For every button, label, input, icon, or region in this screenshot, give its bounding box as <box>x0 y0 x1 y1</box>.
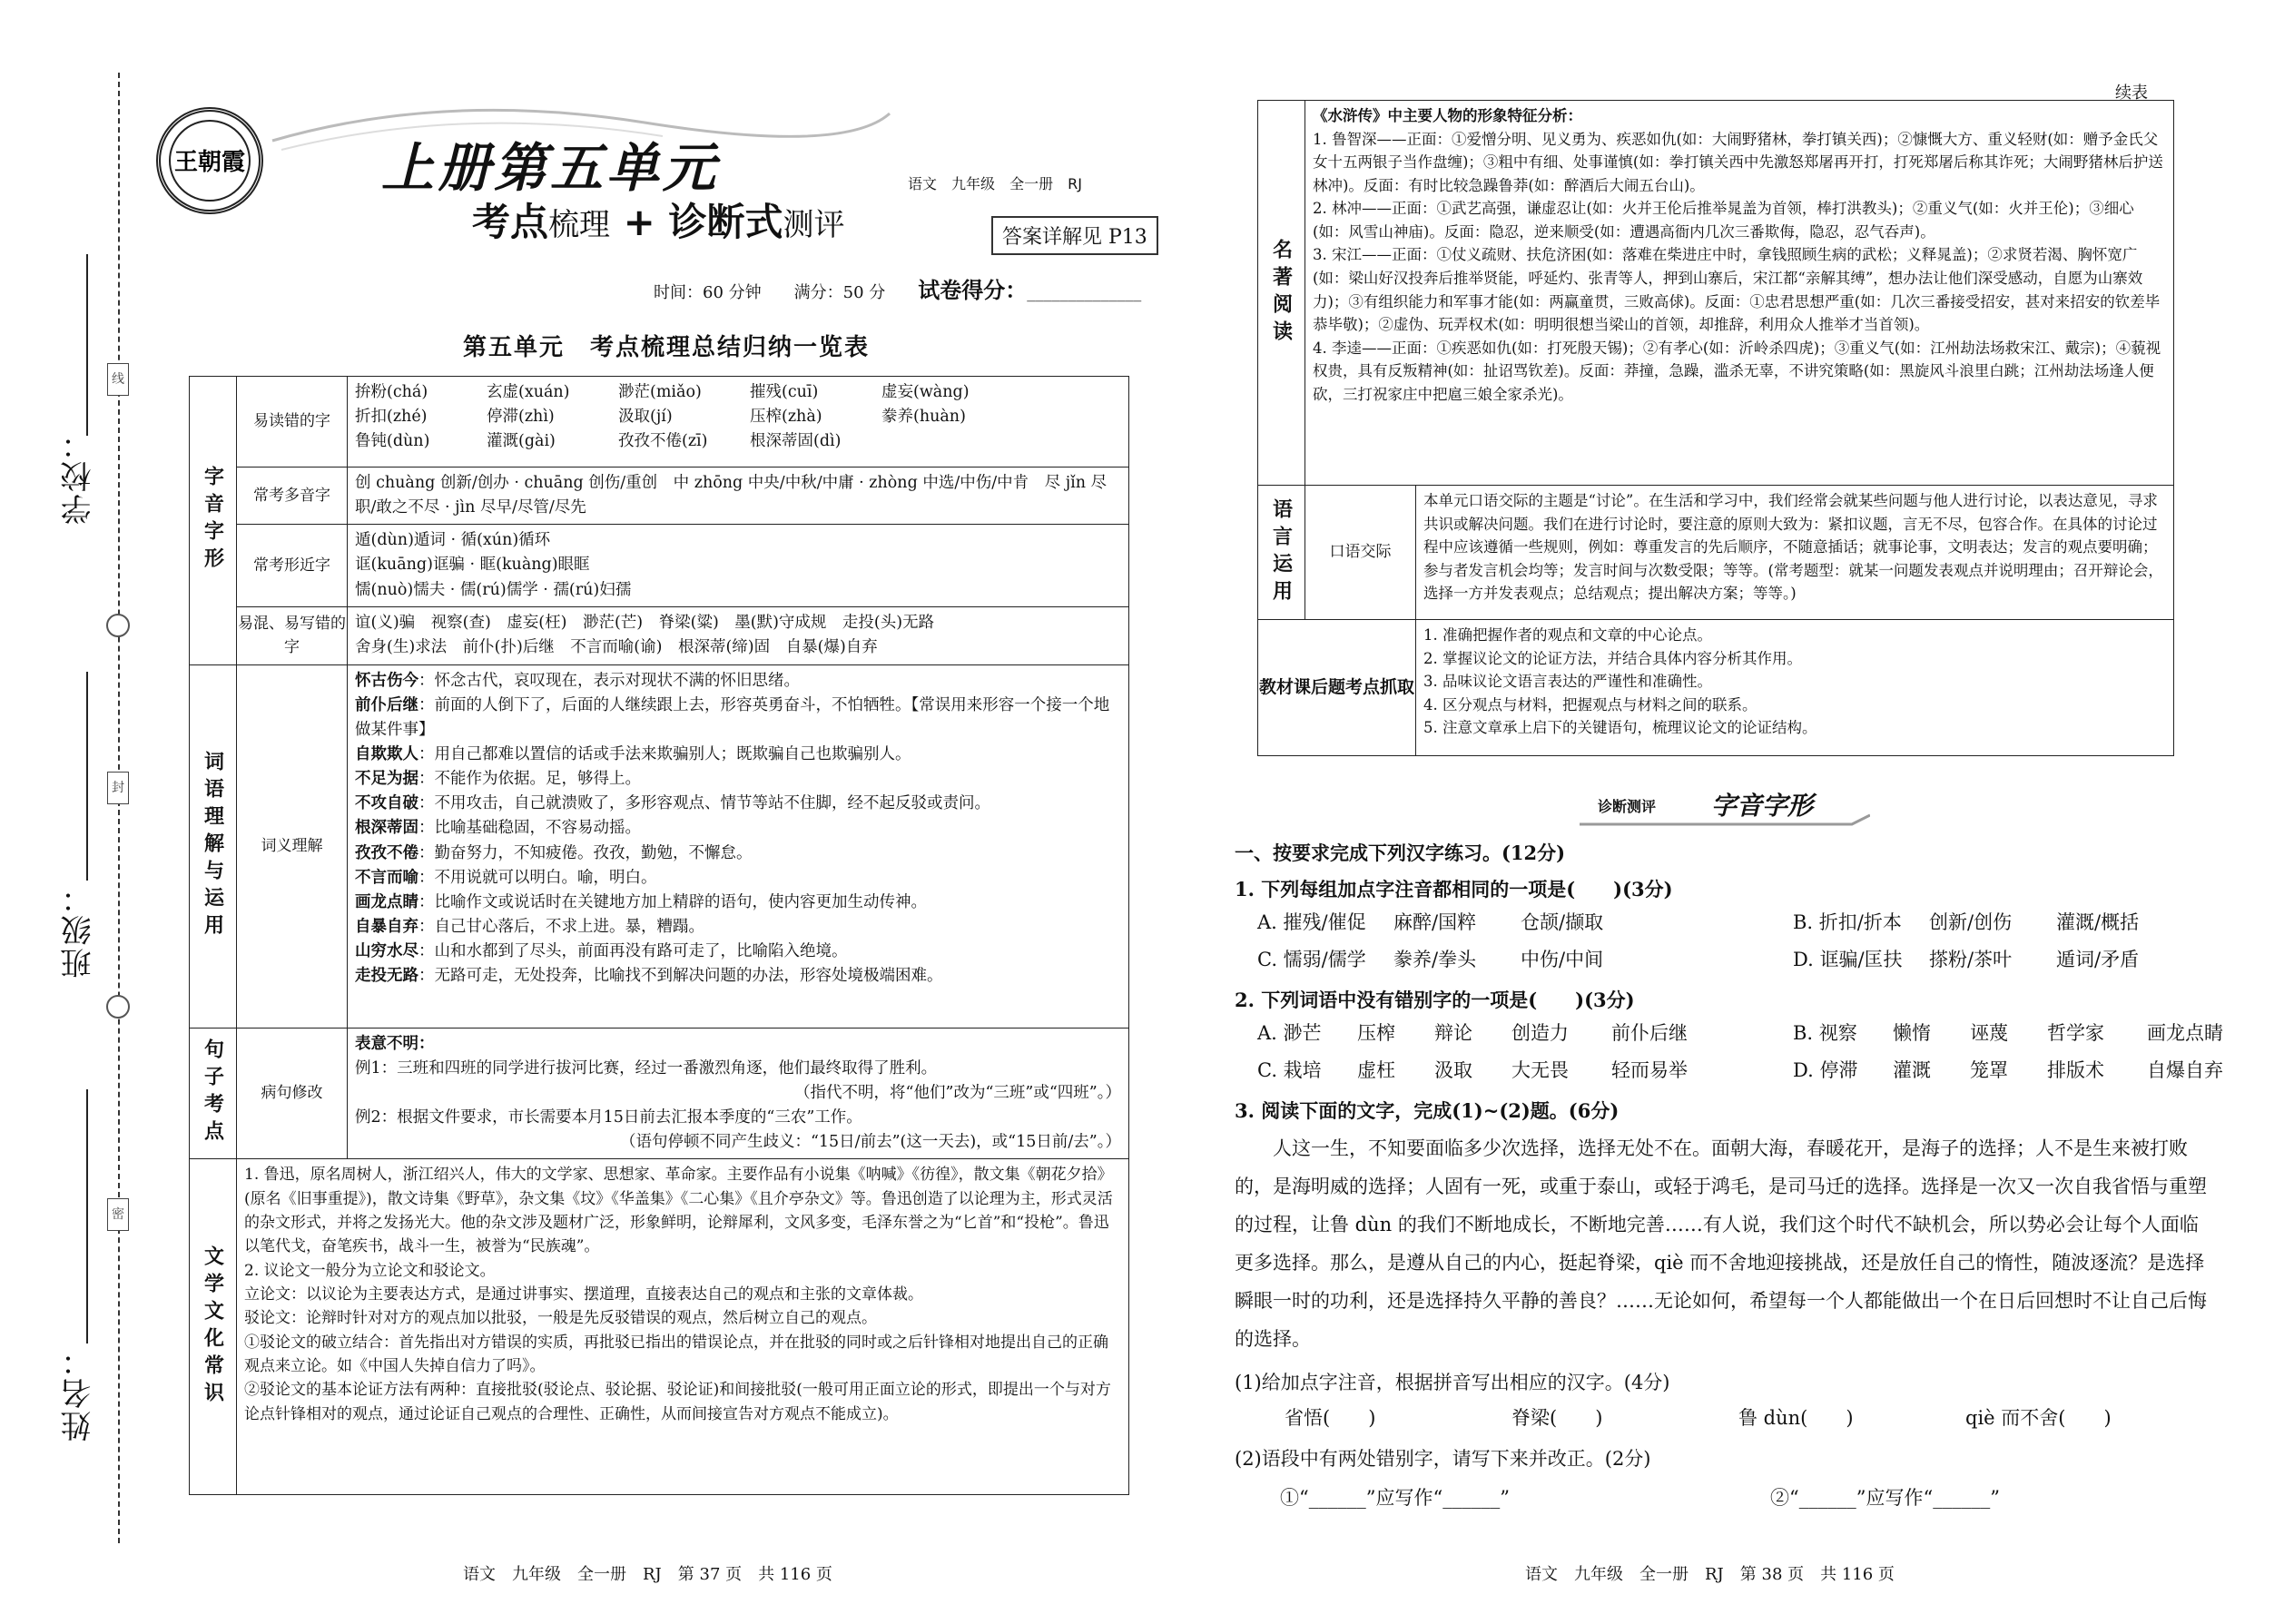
section-title: 第五单元 考点梳理总结归纳一览表 <box>463 334 871 361</box>
option-item[interactable]: 哲学家 <box>2047 1022 2104 1044</box>
option-item[interactable]: 自爆自弃 <box>2147 1059 2223 1081</box>
option-item[interactable]: 汲取 <box>1434 1059 1472 1081</box>
word-entry: 根深蒂固：比喻基础稳固，不容易动摇。 <box>355 819 641 838</box>
word-entry: 不足为据：不能作为依据。足，够得上。 <box>355 770 641 789</box>
sentence-correction: 表意不明： 例1：三班和四班的同学进行拔河比赛，经过一番激烈角逐，他们最终取得了胜利。 （指代不明，将“他们”改为“三班”或“四班”。） 例2：根据文件要求，市长需要本月15日前去汇报本季度的“三农”工作。 （语句停顿不同产生歧义：“15日/前去”(这一天去)，或“15日前/去”。） <box>348 1028 1129 1159</box>
option-item[interactable]: 中伤/中间 <box>1521 949 1604 970</box>
option-item[interactable]: 笼罩 <box>1970 1059 2008 1081</box>
group-vocabulary: 词语理解与运用 <box>190 664 237 1028</box>
group-language: 语言运用 <box>1258 486 1305 620</box>
question-3: 3. 阅读下面的文字，完成(1)~(2)题。(6分) <box>1235 1099 1620 1122</box>
page-footer-right: 语文 九年级 全一册 RJ 第 38 页 共 116 页 <box>1525 1565 1895 1584</box>
oral-communication: 本单元口语交际的主题是“讨论”。在生活和学习中，我们经常会就某些问题与他人进行讨论，以表达意见，寻求共识或解决问题。我们在进行讨论时，要注意的原则大致为：紧扣议题，言无不尽，包容合作。在具体的讨论过程中应该遵循一些规则，例如：尊重发言的先后顺序，不随意插话；就事论事，文明表达；发言的观点要明确；参与者发言机会均等；发言时间与次数受限；等等。(常考题型：就某一问题发表观点并说明理由；召开辩论会，选择一方并发表观点；总结观点；提出解决方案；等等。) <box>1416 486 2174 620</box>
group-sentence: 句子考点 <box>190 1028 237 1159</box>
similar-chars: 遁(dùn)遁词 · 循(xún)循环 诓(kuāng)诓骗 · 眶(kuàng)眼眶 懦(nuò)懦夫 · 儒(rú)儒学 · 孺(rú)妇孺 <box>348 525 1129 606</box>
easy-misread-chars: 拚粉(chá) 玄虚(xuán) 渺茫(miǎo) 摧残(cuī) 虚妄(wàng)折扣(zhé) 停滞(zhì) 汲取(jí) 压榨(zhà) 豢养(huàn)鲁钝(dùn) 灌溉(gài) 孜孜不倦(zī) 根深蒂固(dì) <box>348 377 1129 468</box>
part-1-heading: 一、按要求完成下列汉字练习。(12分) <box>1235 842 1566 864</box>
group-literature: 文学文化常识 <box>190 1159 237 1495</box>
option-item[interactable]: 创造力 <box>1511 1022 1569 1044</box>
exam-meta: 时间：60 分钟 满分：50 分 试卷得分：______________ <box>654 277 1142 303</box>
subtitle: 考点梳理 + 诊断式测评 <box>472 200 845 244</box>
option-item[interactable]: D. 停滞 <box>1793 1059 1858 1081</box>
summary-table-continued <box>1257 100 2174 756</box>
option-item[interactable]: C. 栽培 <box>1257 1059 1322 1081</box>
option-item[interactable]: 压榨 <box>1357 1022 1395 1044</box>
brand-logo <box>156 107 263 214</box>
option-item[interactable]: 画龙点睛 <box>2147 1022 2223 1044</box>
binding-strip <box>0 0 163 1624</box>
option-item[interactable]: 轻而易举 <box>1611 1059 1688 1081</box>
row-label: 病句修改 <box>237 1028 348 1159</box>
seal-mi: 密 <box>107 1198 129 1231</box>
school-field[interactable] <box>86 254 88 436</box>
option-item[interactable]: 前仆后继 <box>1611 1022 1688 1044</box>
word-entry: 画龙点睛：比喻作文或说话时在关键地方加上精辟的语句，使内容更加生动传神。 <box>355 892 927 911</box>
literature-knowledge: 1. 鲁迅，原名周树人，浙江绍兴人，伟大的文学家、思想家、革命家。主要作品有小说集《呐喊》《彷徨》，散文集《朝花夕拾》(原名《旧事重提》)，散文诗集《野草》，杂文集《坟》《华盖集》《二心集》《且介亭杂文》等。鲁迅创造了以论理为主，形式灵活的杂文形式，并将之发扬光大。他的杂文涉及题材广泛，形象鲜明，论辩犀利，文风多变，毛泽东誉之为“匕首”和“投枪”。鲁迅以笔代戈，奋笔疾书，战斗一生，被誉为“民族魂”。 2. 议论文一般分为立论文和驳论文。 立论文：以议论为主要表达方式，是通过讲事实、摆道理，直接表达自己的观点和主张的文章体裁。 驳论文：论辩时针对对方的观点加以批驳，一般是先反驳错误的观点，然后树立自己的观点。 ①驳论文的破立结合：首先指出对方错误的实质，再批驳已指出的错误论点，并在批驳的同时或之后针锋相对地提出自己的正确观点来立论。如《中国人失掉自信力了吗》。 ②驳论文的基本论证方法有两种：直接批驳(驳论点、驳论据、驳论证)和间接批驳(一般可用正面立论的形式，即提出一个与对方论点针锋相对的观点，通过论证自己观点的合理性、正确性，从而间接宣告对方观点不能成立)。 <box>237 1159 1129 1495</box>
option-item[interactable]: 灌溉/概括 <box>2056 911 2140 933</box>
summary-table <box>189 376 1129 1495</box>
option-item[interactable]: 仓颉/撷取 <box>1521 911 1604 933</box>
row-label: 易混、易写错的字 <box>237 606 348 664</box>
option-item[interactable]: 诬蔑 <box>1970 1022 2008 1044</box>
unit-title: 上册第五单元 <box>381 137 720 199</box>
binding-hole <box>106 614 130 637</box>
sub-question-1: (1)给加点字注音，根据拼音写出相应的汉字。(4分) <box>1235 1372 1670 1393</box>
banner-left: 诊断测评 <box>1598 798 1657 815</box>
classic-reading: 《水浒传》中主要人物的形象特征分析： 1. 鲁智深——正面：①爱憎分明、见义勇为、疾恶如仇(如：大闹野猪林，拳打镇关西)；②慷慨大方、重义轻财(如：赠予金氏父女十五两银子当作盘缠)；③粗中有细、处事谨慎(如：拳打镇关西中先激怒郑屠再开打，打死郑屠后称其诈死；大闹野猪林后护送林冲)。反面：有时比较急躁鲁莽(如：醉酒后大闹五台山)。 2. 林冲——正面：①武艺高强，谦虚忍让(如：火并王伦后推举晁盖为首领，棒打洪教头)；②重义气(如：火并王伦)；③细心(如：风雪山神庙)。反面：隐忍，逆来顺受(如：遭遇高衙内几次三番欺侮，隐忍，忍气吞声)。 3. 宋江——正面：①仗义疏财、扶危济困(如：落难在柴进庄中时，拿钱照顾生病的武松；义释晁盖)；②求贤若渴、胸怀宽广(如：梁山好汉投奔后推举贤能，呼延灼、张青等人，押到山寨后，宋江都“亲解其缚”，想办法让他们深受感动，自愿为山寨效力)；③有组织能力和军事才能(如：两赢童贯，三败高俅)。反面：①忠君思想严重(如：几次三番接受招安，甚对来招安的钦差毕恭毕敬)；②虚伪、玩弄权术(如：明明很想当梁山的首领，却推辞，利用众人推举才当首领)。 4. 李逵——正面：①疾恶如仇(如：打死殷天锡)；②有孝心(如：沂岭杀四虎)；③重义气(如：江州劫法场救宋江、戴宗)；④藐视权贵，具有反叛精神(如：扯诏骂钦差)。反面：莽撞，急躁，滥杀无辜，不讲究策略(如：黑旋风斗浪里白跳；江州劫法场逢人便砍，三打祝家庄中把扈三娘全家杀光)。 <box>1305 101 2174 486</box>
row-label: 易读错的字 <box>237 377 348 468</box>
confusable-chars: 谊(义)骗 视察(查) 虚妄(枉) 渺茫(芒) 脊梁(粱) 墨(默)守成规 走投(头)无路 舍身(生)求法 前仆(扑)后继 不言而喻(谕) 根深蒂(缔)固 自暴(爆)自弃 <box>348 606 1129 664</box>
word-entry: 自暴自弃：自己甘心落后，不求上进。暴，糟蹋。 <box>355 917 704 936</box>
option-item[interactable]: 豢养/拳头 <box>1393 949 1477 970</box>
continued-label: 续表 <box>2115 84 2148 103</box>
word-entry: 山穷水尽：山和水都到了尽头，前面再没有路可走了，比喻陷入绝境。 <box>355 942 848 960</box>
class-label: 班级： <box>61 881 97 979</box>
word-entry: 怀古伤今：怀念古代，哀叹现在，表示对现状不满的怀旧思绪。 <box>355 671 800 690</box>
class-field[interactable] <box>86 672 88 881</box>
seal-xian: 线 <box>107 363 129 396</box>
row-label: 口语交际 <box>1305 486 1416 620</box>
row-label: 常考形近字 <box>237 525 348 606</box>
option-item[interactable]: C. 懦弱/儒学 <box>1257 949 1366 970</box>
word-entry: 前仆后继：前面的人倒下了，后面的人继续跟上去，形容英勇奋斗，不怕牺牲。【常误用来形容一个接一个地做某件事】 <box>355 695 1110 739</box>
option-item[interactable]: D. 诓骗/匡扶 <box>1793 949 1903 970</box>
group-exercises: 教材课后题考点抓取 <box>1258 620 1416 756</box>
name-label: 姓名： <box>61 1343 97 1442</box>
question-2: 2. 下列词语中没有错别字的一项是( )(3分) <box>1235 989 1635 1011</box>
school-label: 学校： <box>61 427 97 525</box>
word-entry: 不攻自破：不用攻击，自己就溃败了，多形容观点、情节等站不住脚，经不起反驳或责问。 <box>355 794 990 813</box>
svg-text:王朝霞: 王朝霞 <box>173 149 246 176</box>
word-entry: 孜孜不倦：勤奋努力，不知疲倦。孜孜，勤勉，不懈怠。 <box>355 843 753 862</box>
page-footer-left: 语文 九年级 全一册 RJ 第 37 页 共 116 页 <box>463 1565 832 1584</box>
option-item[interactable]: 辩论 <box>1434 1022 1472 1044</box>
option-item[interactable]: B. 折扣/折本 <box>1793 911 1902 933</box>
word-meanings <box>348 664 1129 1028</box>
name-field[interactable] <box>86 1089 88 1343</box>
option-item[interactable]: A. 渺芒 <box>1257 1022 1322 1044</box>
word-entry: 走投无路：无路可走，无处投奔，比喻找不到解决问题的办法，形容处境极端困难。 <box>355 967 943 986</box>
option-item[interactable]: 创新/创伤 <box>1929 911 2013 933</box>
banner-right: 字音字形 <box>1711 791 1814 821</box>
sub-question-2: (2)语段中有两处错别字，请写下来并改正。(2分) <box>1235 1448 1651 1470</box>
row-label: 常考多音字 <box>237 468 348 525</box>
word-entry: 不言而喻：不用说就可以明白。喻，明白。 <box>355 868 657 887</box>
group-pronunciation: 字音字形 <box>190 377 237 665</box>
option-item[interactable]: 搽粉/茶叶 <box>1929 949 2013 970</box>
word-entry: 自欺欺人：用自己都难以置信的话或手法来欺骗别人；既欺骗自己也欺骗别人。 <box>355 745 911 763</box>
option-item[interactable]: B. 视察 <box>1793 1022 1857 1044</box>
answer-reference: 答案详解见 P13 <box>991 216 1158 255</box>
subject-tags: 语文 九年级 全一册 RJ <box>908 175 1082 192</box>
cut-line <box>118 73 120 1543</box>
option-item[interactable]: 遁词/矛盾 <box>2056 949 2140 970</box>
textbook-exercises: 1. 准确把握作者的观点和文章的中心论点。 2. 掌握议论文的论证方法，并结合具体内容分析其作用。 3. 品味议论文语言表达的严谨性和准确性。 4. 区分观点与材料，把握观点与材料之间的联系。 5. 注意文章承上启下的关键语句，梳理议论文的论证结构。 <box>1416 620 2174 756</box>
reading-passage: 人这一生，不知要面临多少次选择，选择无处不在。面朝大海，春暖花开，是海子的选择；人不是生来被打败的，是海明威的选择；人固有一死，或重于泰山，或轻于鸿毛，是司马迁的选择。选择是一次又一次自我省悟与重塑的过程，让鲁 dùn 的我们不断地成长，不断地完善……有人说，我们这个时代不缺机会，所以势必会让每个人面临更多选择。那么，是遵从自己的内心，挺起脊梁，qiè 而不舍地迎接挑战，还是放任自己的惰性，随波逐流？是选择瞬眼一时的功利，还是选择持久平静的善良？……无论如何，希望每一个人都能做出一个在日后回想时不让自己后悔的选择。 <box>1235 1137 2207 1350</box>
row-label: 词义理解 <box>237 664 348 1028</box>
option-item[interactable]: 虚枉 <box>1357 1059 1395 1081</box>
option-item[interactable]: A. 摧残/催促 <box>1257 911 1366 933</box>
option-item[interactable]: 懒惰 <box>1893 1022 1931 1044</box>
option-item[interactable]: 灌溉 <box>1893 1059 1931 1081</box>
binding-hole <box>106 995 130 1019</box>
seal-feng: 封 <box>107 772 129 804</box>
option-item[interactable]: 排版术 <box>2047 1059 2104 1081</box>
option-item[interactable]: 大无畏 <box>1511 1059 1569 1081</box>
question-1: 1. 下列每组加点字注音都相同的一项是( )(3分) <box>1235 878 1673 901</box>
polyphonic-chars: 创 chuàng 创新/创办 · chuāng 创伤/重创 中 zhōng 中央/中秋/中庸 · zhòng 中选/中伤/中肯 尽 jǐn 尽职/敢之不尽 · jìn 尽早/尽管/尽先 <box>348 468 1129 525</box>
group-classics: 名著阅读 <box>1258 101 1305 486</box>
option-item[interactable]: 麻醉/国粹 <box>1393 911 1477 933</box>
